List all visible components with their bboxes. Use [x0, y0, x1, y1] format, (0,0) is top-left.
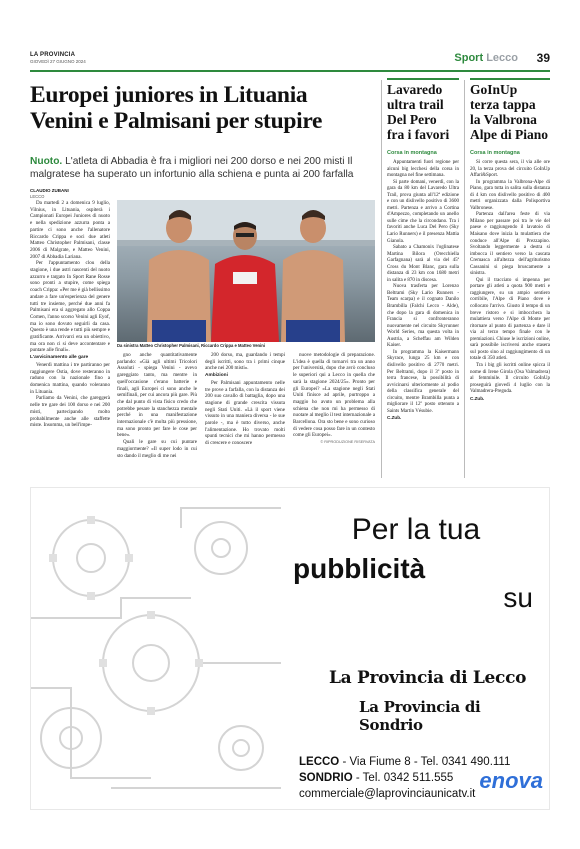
side-article-2-title — [470, 82, 550, 142]
title-line: fra i favori — [387, 127, 450, 142]
section-sport: Sport — [454, 52, 484, 64]
side-article-1-title — [387, 82, 463, 142]
paragraph: Sabato a Chamonix l'oglinatese Martina Bilora (Orecchiella Garfagnana) sarà al via del 45ª Cross du Mont Blanc, gara sulla distanza di 23 km con 1680 metri in salita e 870 in discesa. — [387, 245, 459, 283]
article-column-2 — [117, 352, 197, 459]
advertisement[interactable] — [30, 487, 550, 810]
paragraph: Appuntamenti fuori regione per alcuni big lecchesi della corsa in montagna nel fine settimana. — [387, 160, 459, 179]
enova-logo: enova — [479, 768, 543, 793]
paragraph: In programma la Valbrona-Alpe di Piano, gara tutta in salita sulla distanza di 4 km con dislivello positivo di 400 metri organizzata dalla Polisportiva Valbronese. — [470, 179, 550, 211]
gear-illustration — [31, 488, 281, 810]
title-line: Alpe di Piano — [470, 127, 549, 142]
paragraph: Da martedì 2 a domenica 9 luglio, Vilnius, in Lituania, ospiterà i Campionati Europei Juniores di nuoto e nella spedizione azzurra ponta a partire ci sono anche l'allenatore Riccardo Crippa e soci due atleti Matteo Christopher Palmisani, classe 2006 di Malgrate, e Matteo Venini, 2007 di Abbadia Lariana. — [30, 200, 110, 260]
paragraph: Nuova trasferta per Lorenzo Beltrami (Sky Lario Runners - Team scarpa) e il cognato Danilo Brambilla (Falchi Lecco - Alde), che dopo la gara di domenica in Francia si confronteranno nuovamente nel circuito Skyrunner World Series, ma questa volta in Austria, a Scheffau am Wilden Kaiser. — [387, 284, 459, 349]
byline: CLAUDIO ZUBANI — [30, 188, 69, 193]
page-number: 39 — [536, 51, 550, 65]
side-rule — [470, 78, 550, 80]
ad-brand-lecco: La Provincia di Lecco — [329, 668, 527, 688]
deck-text: L'atleta di Abbadia è fra i migliori nei 200 dorso e nei 200 misti Il malgratese ha superato un infortunio alla schiena e punta ai 200 farfalla — [30, 156, 354, 180]
ad-line-1: Per la tua — [351, 513, 481, 546]
paragraph: Parliamo da Venini, che gareggerà nelle tre gare dei 100 dorso e nei 200 misti, partecipando molto probabilmente anche alle staffette miste. Insomma, un bell'impe- — [30, 395, 110, 429]
title-line: ultra trail — [387, 97, 444, 112]
signature: C.Zub. — [470, 395, 485, 401]
section-label — [454, 52, 518, 64]
ad-line-3: su — [503, 582, 533, 613]
headline-line-1: Europei juniores in Lituania — [30, 82, 308, 108]
paragraph: Si parte domani, venerdì, con la gara da 80 km del Lavaredo Ultra Trail, prova giunta all'12ª edizione e con un dislivello positivo di 3600 metri. Partenza e arrivo a Cortina d'Ampezzo, completando un anello sulle cime che la circondano. Tra i favoriti anche Luca Del Pero (Sky Lario Runners) e il presenza Mattia Gianola. — [387, 179, 459, 244]
masthead — [30, 50, 550, 72]
paragraph: Quali le gare su cui puntare maggiormente? «Il super lodo in cui sto dando il meglio di me nei — [117, 439, 197, 459]
ad-brand-sondrio: La Provincia di Sondrio — [359, 698, 481, 734]
paragraph: Qui il tracciato si impenna per portare gli atleti a quota 900 metri e raggiungere, su un ampio sentiero corribile, l'Alpe di Piano dove è collocato l'arrivo. Giusto il tempo di un breve ristoro e si imbocchera la mulattiera verso l'Alpe di Monte per ritornare al punto di partenza e dare il via al terzo tempo finale con le premiazioni. Chiuse le iscrizioni online, sarà possibile iscriversi anche stasera sul posto sino al raggiungimento di un totale di 350 atleti. — [470, 277, 550, 362]
paragraph: Tra i big gli iscritti online spicca il nome di Irene Girola (Osa Valmadrera) al femminile. Il circuito GoInUp proseguirà giovedì 4 luglio con la Valmadrera-Preguda. — [470, 362, 550, 395]
article-column-1 — [30, 200, 110, 429]
subhead: Ambizioni — [205, 373, 228, 379]
title-line: terza tappa — [470, 97, 536, 112]
paragraph: nuove metodologie di preparazione. L'idea è quella di tornarvi tra un anno per l'università, dopo che avrò concluso le superiori qui a Lecco in quella che sarà la stagione 2024/25». Pronto per gli Europei? «La stagione negli Stati Uniti finisce ad aprile, purtroppo a maggio ho avuto un problema alla schiena che non mi ha permesso di nuotare al meglio il test internazionale a Barcellona. Ora sto bene e sono curioso di vedere cosa posso fare in un contesto come gli Europei». — [293, 352, 375, 439]
contact-city: LECCO — [299, 756, 340, 768]
section-city: Lecco — [486, 52, 518, 64]
title-line: la Valbrona — [470, 112, 537, 127]
contact-details: - Via Fiume 8 - Tel. 0341 490.111 — [339, 756, 511, 768]
side-article-1-kicker: Corsa in montagna — [387, 150, 437, 156]
title-line: GoInUp — [470, 82, 518, 97]
article-photo — [117, 200, 375, 342]
deck-kicker: Nuoto. — [30, 156, 63, 167]
ad-contact-email[interactable]: commerciale@laprovinciaunicatv.it — [299, 788, 476, 800]
paragraph: 200 dorso, ma, guardando i tempi degli iscritti, sono tra i primi cinque anche nei 200 misti». — [205, 352, 285, 372]
side-rule — [387, 78, 459, 80]
title-line: Del Pero — [387, 112, 437, 127]
photo-caption: Da sinistra Matteo Christopher Palmisani, Riccardo Crippa e Matteo Venini — [117, 343, 265, 348]
header-rule — [30, 70, 550, 72]
column-divider — [464, 80, 465, 478]
side-article-2-kicker: Corsa in montagna — [470, 150, 520, 156]
signature: C.Zub. — [387, 415, 402, 421]
paragraph: Per Palmisani appuntamento nelle tre prove a farfalla, con la distanza dei 200 suo cavallo di battaglia, dopo una stagione di grande crescita vissuta negli Stati Uniti. «Là il sport viene vissuto in una maniera diversa - le sue parole -, ma è tutto diverso, anche l'alimentazione. Ho trovato molti spunti tecnici che mi hanno permesso di crescere e conoscere — [205, 379, 285, 447]
article-column-4 — [293, 352, 375, 446]
side-article-1-body — [387, 160, 459, 422]
deck — [30, 155, 375, 181]
paragraph: Venerdì mattina i tre partiranno per raggiungere Ostia, dove resteranno in raduno con la nazionale fino a domenica mattina, quando voleranno in Lituania. — [30, 361, 110, 395]
headline-line-2: Venini e Palmisani per stupire — [30, 108, 323, 134]
side-article-2-body — [470, 160, 550, 402]
paragraph: Per l'appuntamento clou della stagione, i due astri nascenti del nuoto azzurro e targato In Sport Rane Rosse sono pronti a stupire, come spiega coach Crippa: «Per me è già bellissimo andare a fare un'esperienza del genere tutti tre insieme, perché due anni fa Palmisani era sì aggregato allo Coppa Comen, l'anno scorso Venini agli Eyof, ma io sono dovuto seguirli da casa. Questo è una rende e tutti più sempre e gratificante. Arrivarci era un obiettivo, ma ora non ci si deve accontentare e puntare alle finali». — [30, 260, 110, 354]
paragraph: In programma la Kaisermann Skyrace, lunga 25 km e con dislivello positivo di 2770 metri. Per Beltrami, dopo il 3º posto in terra francese, la possibilità di avvicinarsi ulteriormente al podio della classifica generale del circuito, mentre Brambilla punta a migliorare il 12º posto ottenuto a Saints Martin Vésubie. — [387, 349, 459, 414]
title-line: Lavaredo — [387, 82, 443, 97]
swimmers-photo-illustration — [117, 200, 375, 342]
article-column-3 — [205, 352, 285, 447]
publication-name: LA PROVINCIA — [30, 52, 76, 58]
column-divider — [381, 80, 382, 478]
contact-details: - Tel. 0342 511.555 — [352, 772, 454, 784]
contact-city: SONDRIO — [299, 772, 353, 784]
paragraph: Partenza dall'area feste di via Milano per passare poi tra le vie del paese e raggiungendo il lavatoio di Maisano dove inizia la mulattiera che conduce all'Alpe di Prezzapino. Svoltando leggermente a destra si imbocca il sentiero verso la cascata Cremasca all'altezza dell'agriturismo Cassanini si piega bruscamente a sinistra. — [470, 212, 550, 277]
publication-date: GIOVEDÌ 27 GIUGNO 2024 — [30, 59, 86, 64]
byline-place: LECCO — [30, 194, 45, 199]
main-headline — [30, 82, 375, 134]
copyright-notice: © RIPRODUZIONE RISERVATA — [320, 440, 375, 445]
ad-line-2: pubblicità — [293, 553, 426, 584]
paragraph: Si corre questa sera, il via alle ore 20, la terza prova del circuito GoInUp Affari&Sport. — [470, 160, 550, 179]
paragraph: gno anche quantitativamente parlando: «Già agli ultimi Tricolori Assoluti - spiega Venini - avevo gareggiato tanto, ma mentre in quell'occasione c'erano batterie e finali, agli Europei ci sono anche le semifinali, per cui ancora più gare. Più che dal punto di vista fisico credo che potrebbe pesare la stanchezza mentale perché in una manifestazione internazionale c'è molta più pressione, ma sono pronto per fare le cose per bene». — [117, 352, 197, 439]
subhead: L'avvicinamento alle gare — [30, 355, 89, 361]
ad-text-block — [285, 498, 547, 803]
